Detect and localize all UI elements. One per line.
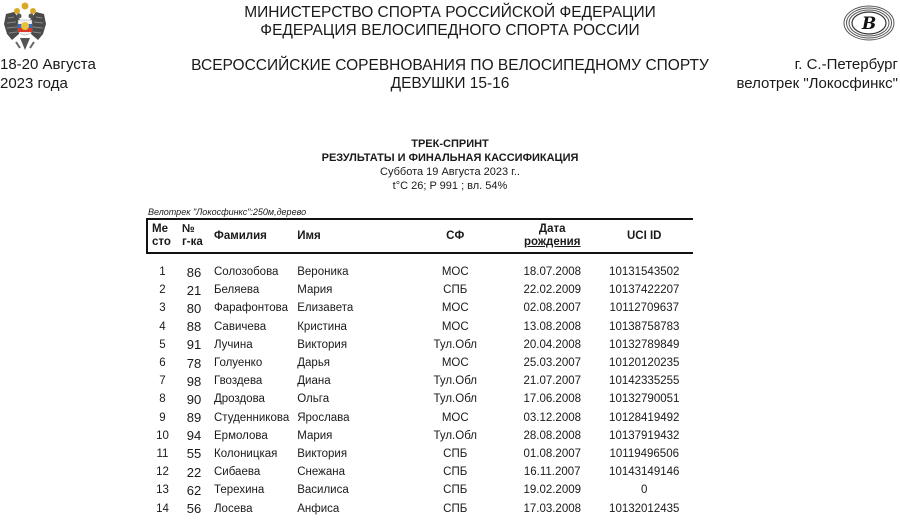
cell-dob: 28.08.2008 [523,429,582,442]
cell-first-name: Мария [297,429,333,442]
cell-dob: 01.08.2007 [523,447,582,460]
cell-region: СПБ [443,447,468,460]
federation-title: ФЕДЕРАЦИЯ ВЕЛОСИПЕДНОГО СПОРТА РОССИИ [260,22,640,39]
cell-region: СПБ [443,484,468,497]
cell-region: СПБ [443,502,468,515]
table-row [147,409,693,427]
cell-uci-id: 10132790051 [609,393,680,406]
cell-place: 1 [159,266,166,279]
cell-bib: 86 [186,264,202,280]
table-row [147,299,693,317]
cell-dob: 13.08.2008 [523,320,582,333]
competition-location [736,55,898,93]
header-place-line2: сто [152,236,171,248]
cell-place: 9 [159,411,166,424]
cell-place: 4 [159,320,166,333]
cell-region: МОС [441,411,469,424]
cell-uci-id: 10143149146 [609,466,680,479]
table-row [147,427,693,445]
ministry-emblem-icon [2,0,48,52]
cell-first-name: Дарья [297,357,331,370]
header-dob-line1: Дата [538,223,566,235]
cell-region: Тул.Обл [433,429,477,442]
dates-line-1: 18-20 Августа [0,56,96,73]
cell-last-name: Сибаева [214,466,261,479]
header-dob [509,219,595,253]
cell-last-name: Фарафонтова [214,302,289,315]
cycling-federation-logo-icon [843,5,895,41]
cell-last-name: Голуенко [214,357,263,370]
cell-region: МОС [441,266,469,279]
header-dob-line2: рождения [523,236,581,248]
table-header-row [147,219,693,253]
header-place [147,219,178,253]
spacer-row [147,253,693,263]
cell-place: 7 [159,375,166,388]
cell-uci-id: 10112709637 [609,302,679,315]
weather-conditions: t°C 26; P 991 ; вл. 54% [392,180,508,192]
cell-last-name: Беляева [214,284,260,297]
cell-region: МОС [441,320,469,333]
header-bib [178,219,210,253]
cell-dob: 18.07.2008 [523,266,582,279]
table-row [147,318,693,336]
spacer-cell [147,253,693,263]
table-row [147,499,693,517]
cell-place: 5 [159,338,166,351]
cell-region: МОС [441,357,469,370]
cell-place: 12 [156,466,169,479]
cell-first-name: Снежана [297,466,345,479]
cell-uci-id: 10138758783 [609,320,680,333]
cell-first-name: Ольга [297,393,330,406]
table-row [147,463,693,481]
cell-bib: 88 [186,319,202,335]
cell-first-name: Василиса [297,484,349,497]
table-row [147,336,693,354]
cell-dob: 20.04.2008 [523,338,582,351]
table-row [147,263,693,281]
cell-bib: 89 [186,410,202,426]
header-place-line1: Ме [152,223,168,235]
results-table [146,218,693,518]
cell-uci-id: 10119496506 [609,447,679,460]
cell-last-name: Дроздова [214,393,265,406]
venue-note: Велотрек "Локосфинкс":250м,дерево [148,207,307,217]
cell-bib: 91 [186,337,202,353]
cell-dob: 17.03.2008 [523,502,582,515]
cell-dob: 25.03.2007 [523,357,582,370]
cell-first-name: Виктория [297,447,348,460]
svg-text:B: B [861,14,877,34]
cell-dob: 16.11.2007 [523,466,581,479]
event-info [200,137,700,193]
table-row [147,281,693,299]
cell-region: Тул.Обл [433,393,477,406]
cell-place: 10 [156,429,169,442]
cell-last-name: Студенникова [214,411,290,424]
competition-dates [0,55,96,93]
header-bib-line1: № [182,223,195,235]
cell-first-name: Мария [297,284,333,297]
header-last-name: Фамилия [210,219,293,253]
cell-dob: 02.08.2007 [523,302,582,315]
cell-bib: 98 [186,373,202,389]
cell-bib: 21 [186,282,202,298]
cell-dob: 21.07.2007 [523,375,582,388]
header-bib-line2: г-ка [182,236,203,248]
discipline: ТРЕК-СПРИНТ [411,138,489,150]
cell-place: 13 [156,484,169,497]
cell-bib: 62 [186,482,202,498]
cell-uci-id: 0 [641,484,648,497]
table-row [147,354,693,372]
cell-last-name: Терехина [214,484,265,497]
header-region: СФ [401,219,509,253]
cell-region: Тул.Обл [433,375,477,388]
cell-uci-id: 10137919432 [609,429,680,442]
results-title: РЕЗУЛЬТАТЫ И ФИНАЛЬНАЯ КАССИФИКАЦИЯ [321,152,579,164]
table-row [147,445,693,463]
cell-region: Тул.Обл [433,338,477,351]
cell-last-name: Лучина [214,338,253,351]
competition-title: ВСЕРОССИЙСКИЕ СОРЕВНОВАНИЯ ПО ВЕЛОСИПЕДНОМУ СПОРТУ [191,57,709,74]
cell-uci-id: 10137422207 [609,284,680,297]
header-uci-id: UCI ID [595,219,693,253]
cell-first-name: Диана [297,375,331,388]
cell-last-name: Гвоздева [214,375,263,388]
header-first-name: Имя [293,219,401,253]
cell-dob: 03.12.2008 [523,411,582,424]
city: г. С.-Петербург [794,56,898,73]
cell-bib: 78 [186,355,202,371]
category-title: ДЕВУШКИ 15-16 [390,75,510,92]
cell-place: 3 [159,302,166,315]
cell-first-name: Елизавета [297,302,354,315]
cell-uci-id: 10120120235 [609,357,680,370]
cell-place: 11 [156,447,169,460]
cell-uci-id: 10131543502 [609,266,680,279]
cell-uci-id: 10142335255 [609,375,680,388]
cell-place: 14 [156,502,169,515]
cell-last-name: Ермолова [214,429,268,442]
table-row [147,481,693,499]
cell-region: МОС [441,302,469,315]
cell-first-name: Ярослава [297,411,350,424]
cell-first-name: Вероника [297,266,349,279]
cell-last-name: Лосева [214,502,253,515]
cell-region: СПБ [443,466,468,479]
table-row [147,372,693,390]
cell-dob: 19.02.2009 [523,484,582,497]
cell-bib: 22 [186,464,202,480]
cell-first-name: Виктория [297,338,348,351]
cell-place: 8 [159,393,166,406]
cell-dob: 22.02.2009 [523,284,582,297]
cell-last-name: Савичева [214,320,267,333]
ministry-title: МИНИСТЕРСТВО СПОРТА РОССИЙСКОЙ ФЕДЕРАЦИИ [244,4,656,21]
cell-place: 6 [159,357,166,370]
cell-bib: 56 [186,501,202,517]
dates-line-2: 2023 года [0,75,68,92]
cell-bib: 94 [186,428,202,444]
cell-first-name: Кристина [297,320,347,333]
cell-uci-id: 10132012435 [609,502,680,515]
cell-dob: 17.06.2008 [523,393,582,406]
event-date: Суббота 19 Августа 2023 г.. [380,166,520,178]
cell-bib: 90 [186,391,202,407]
cell-last-name: Колоницкая [214,447,278,460]
cell-bib: 55 [186,446,202,462]
cell-region: СПБ [443,284,468,297]
cell-bib: 80 [186,300,202,316]
cell-last-name: Солозобова [214,266,279,279]
cell-place: 2 [159,284,166,297]
table-row [147,390,693,408]
cell-uci-id: 10128419492 [609,411,680,424]
cell-first-name: Анфиса [297,502,340,515]
velodrome: велотрек "Локосфинкс" [736,75,898,92]
cell-uci-id: 10132789849 [609,338,680,351]
